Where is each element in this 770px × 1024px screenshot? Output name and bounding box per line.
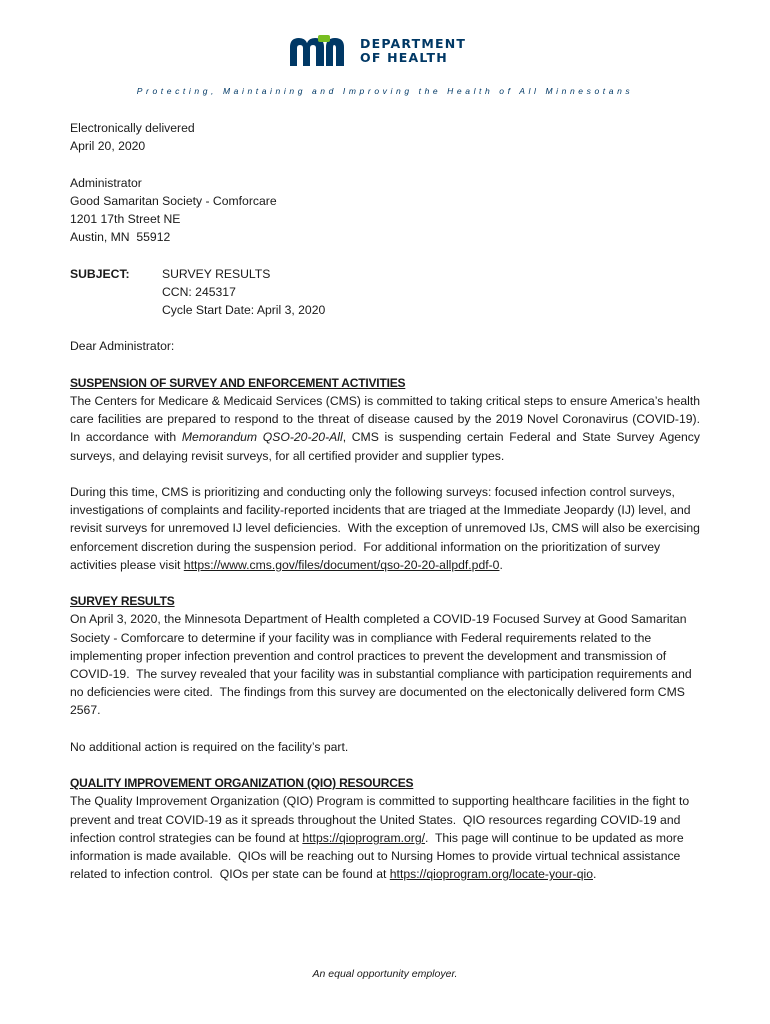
recipient-facility: Good Samaritan Society - Comforcare — [70, 193, 277, 208]
section-heading-qio: QUALITY IMPROVEMENT ORGANIZATION (QIO) RESOURCES — [70, 776, 414, 791]
letterhead — [288, 33, 466, 69]
qio-paragraph — [70, 792, 700, 883]
department-name — [360, 37, 466, 65]
letter-date: April 20, 2020 — [70, 139, 146, 154]
locate-qio-link[interactable]: https://qioprogram.org/locate-your-qio — [389, 867, 594, 882]
mn-logo-icon — [288, 35, 354, 67]
recipient-street: 1201 17th Street NE — [70, 212, 181, 226]
section-heading-survey-results: SURVEY RESULTS — [70, 594, 175, 609]
suspension-p2-end: . — [499, 557, 503, 572]
qio-p1-text: The Quality Improvement Organization (QIO) Program is committed to supporting healthcare facilities in the fight to prevent and treat COVID-19 as it spreads throughout the United States. QIO resources regarding COVID-19 and infection control strategies can be found at — [70, 794, 693, 845]
subject-line-3: Cycle Start Date: April 3, 2020 — [162, 303, 326, 317]
memorandum-reference: Memorandum QSO-20-20-All — [181, 430, 343, 445]
cms-memo-link[interactable]: https://www.cms.gov/files/document/qso-20-20-allpdf.pdf-0 — [183, 557, 500, 572]
section-heading-suspension: SUSPENSION OF SURVEY AND ENFORCEMENT ACTIVITIES — [70, 375, 406, 390]
no-action-statement: No additional action is required on the facility’s part. — [70, 739, 349, 754]
footer-equal-opportunity: An equal opportunity employer. — [312, 968, 458, 980]
department-name-line1: DEPARTMENT — [360, 36, 467, 51]
recipient-city: Austin, MN 55912 — [70, 230, 171, 245]
qio-p1-end: . — [593, 867, 597, 882]
recipient-address — [70, 174, 700, 247]
subject-label: SUBJECT: — [70, 266, 130, 281]
suspension-p2-text: During this time, CMS is prioritizing and conducting only the following surveys: focused infection control surveys, investigations of complaints and facility-reported incidents that are triaged at the Immediate Jeopardy (IJ) level, and revisit surveys for unremoved IJ level deficiencies. With the exception of unremoved IJs, CMS will also be exercising enforcement discretion during the suspension period. For additional information on the prioritization of survey activities please visit — [70, 484, 704, 572]
department-name-line2: OF HEALTH — [360, 50, 448, 65]
suspension-p1-end: , CMS is suspending certain Federal and State Survey Agency surveys, and delaying revisit surveys, for all certified provider and supplier types. — [70, 430, 700, 463]
salutation: Dear Administrator: — [70, 339, 175, 354]
suspension-paragraph-1 — [70, 392, 711, 465]
recipient-title: Administrator — [70, 175, 142, 190]
letterhead-tagline: Protecting, Maintaining and Improving the Health of All Minnesotans — [136, 86, 634, 96]
letter-body — [70, 119, 711, 883]
survey-results-paragraph: On April 3, 2020, the Minnesota Department of Health completed a COVID-19 Focused Survey at Good Samaritan Society - Comforcare to determine if your facility was in compliance with Federal requirements related to the implementing proper infection prevention and control practices to prevent the development and transmission of COVID-19. The survey revealed that your facility was in substantial compliance with participation requirements and no deficiencies were cited. The findings from this survey are documented on the electonically delivered form CMS 2567. — [70, 612, 696, 718]
qio-p1-middle: . This page will continue to be updated as more information is made available. QIOs will be reaching out to Nursing Homes to provide virtual technical assistance related to infection control. QIOs per state can be found at — [70, 830, 687, 882]
suspension-paragraph-2 — [70, 483, 704, 574]
qio-program-link[interactable]: https://qioprogram.org/ — [302, 830, 426, 845]
suspension-p1-text: The Centers for Medicare & Medicaid Services (CMS) is committed to taking critical steps to ensure America’s health care facilities are prepared to respond to the threat of disease caused by the 2019 Novel Coronavirus (COVID-19). In accordance with — [70, 393, 711, 445]
subject-line-1: SURVEY RESULTS — [162, 266, 271, 281]
subject-line-2: CCN: 245317 — [162, 284, 236, 299]
subject-block — [70, 265, 700, 320]
delivery-method: Electronically delivered — [70, 121, 195, 135]
